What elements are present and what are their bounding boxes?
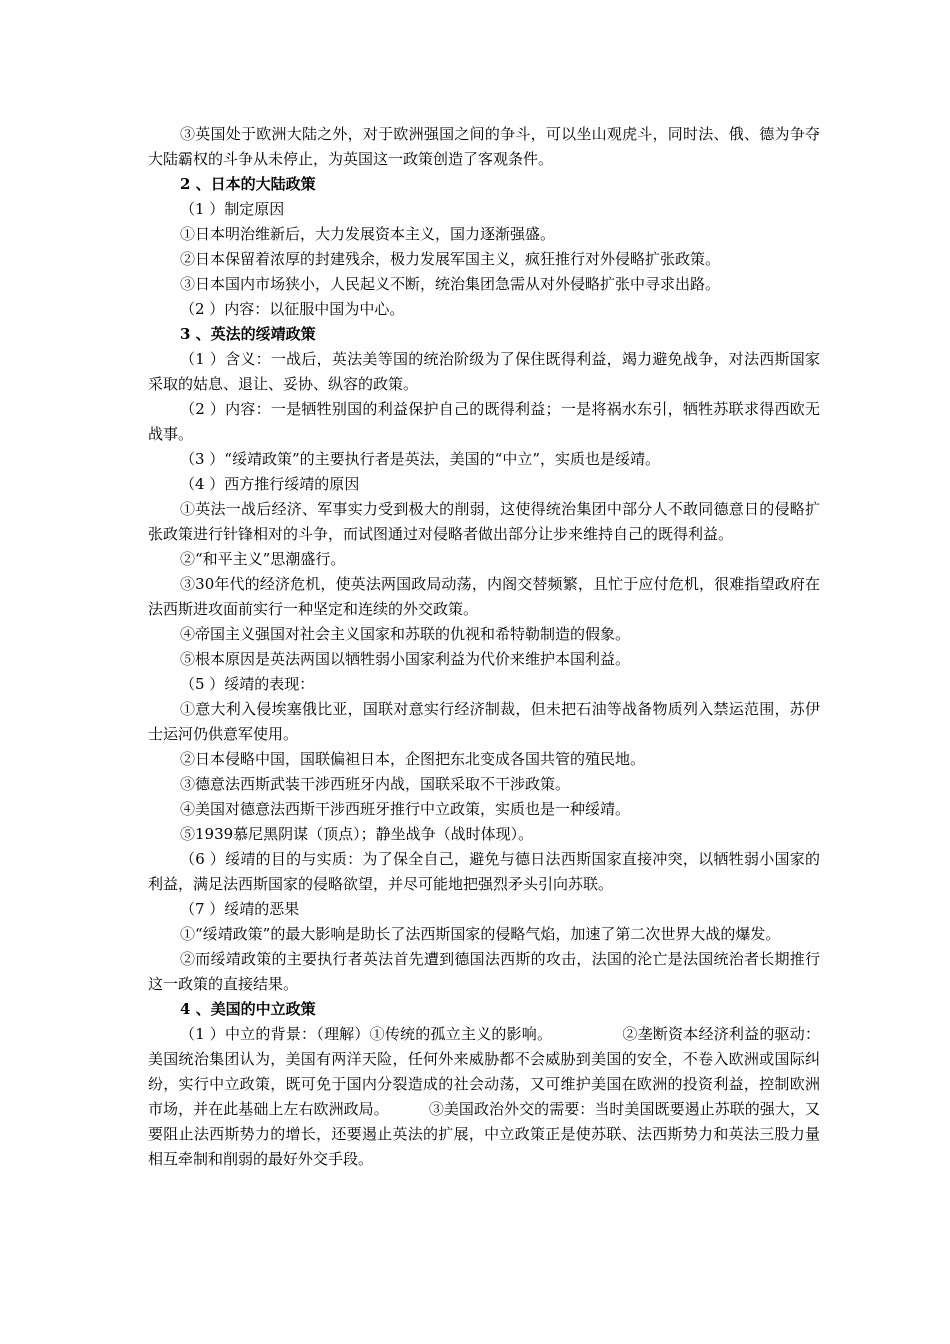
- paragraph: ③英国处于欧洲大陆之外，对于欧洲强国之间的争斗，可以坐山观虎斗，同时法、俄、德为争夺大陆霸权的斗争从未停止，为英国这一政策创造了客观条件。: [148, 125, 820, 168]
- paragraph-us-neutrality-background: [148, 1022, 820, 1172]
- paragraph: ②“和平主义”思潮盛行。: [180, 550, 346, 568]
- section-heading: 3 、英法的绥靖政策: [180, 325, 316, 343]
- paragraph: ②而绥靖政策的主要执行者英法首先遭到德国法西斯的攻击，法国的沦亡是法国统治者长期推行这一政策的直接结果。: [148, 950, 820, 993]
- paragraph: ③30年代的经济危机，使英法两国政局动荡，内阁交替频繁，且忙于应付危机，很难指望政府在法西斯进攻面前实行一种坚定和连续的外交政策。: [148, 575, 820, 618]
- paragraph: （1 ）制定原因: [180, 200, 285, 218]
- paragraph: （7 ）绥靖的恶果: [180, 900, 300, 918]
- paragraph: （2 ）内容：以征服中国为中心。: [180, 300, 405, 318]
- paragraph: ③日本国内市场狭小，人民起义不断，统治集团急需从对外侵略扩张中寻求出路。: [180, 275, 721, 293]
- paragraph-part: （1 ）中立的背景：（理解）①传统的孤立主义的影响。: [180, 1025, 553, 1043]
- paragraph: （4 ）西方推行绥靖的原因: [180, 475, 360, 493]
- paragraph: ②日本侵略中国，国联偏袒日本，企图把东北变成各国共管的殖民地。: [180, 750, 646, 768]
- document-page: [148, 122, 820, 1172]
- paragraph: （6 ）绥靖的目的与实质：为了保全自己，避免与德日法西斯国家直接冲突，以牺牲弱小国家的利益，满足法西斯国家的侵略欲望，并尽可能地把强烈矛头引向苏联。: [148, 850, 820, 893]
- paragraph: ①日本明治维新后，大力发展资本主义，国力逐渐强盛。: [180, 225, 556, 243]
- document-body: [148, 122, 820, 1022]
- paragraph: ①英法一战后经济、军事实力受到极大的削弱，这使得统治集团中部分人不敢同德意日的侵略扩张政策进行针锋相对的斗争，而试图通过对侵略者做出部分让步来维持自己的既得利益。: [148, 500, 820, 543]
- paragraph: ①“绥靖政策”的最大影响是助长了法西斯国家的侵略气焰，加速了第二次世界大战的爆发。: [180, 925, 781, 943]
- section-heading: 4 、美国的中立政策: [180, 1000, 316, 1018]
- paragraph: （1 ）含义：一战后，英法美等国的统治阶级为了保住既得利益，竭力避免战争，对法西斯国家采取的姑息、退让、妥协、纵容的政策。: [148, 350, 820, 393]
- paragraph: ①意大利入侵埃塞俄比亚，国联对意实行经济制裁，但未把石油等战备物质列入禁运范围，苏伊士运河仍供意军使用。: [148, 700, 820, 743]
- paragraph: ③德意法西斯武装干涉西班牙内战，国联采取不干涉政策。: [180, 775, 571, 793]
- paragraph: ④帝国主义强国对社会主义国家和苏联的仇视和希特勒制造的假象。: [180, 625, 631, 643]
- paragraph: ⑤1939慕尼黑阴谋（顶点）；静坐战争（战时体现）。: [180, 825, 534, 843]
- paragraph-part: ②垄断资本经济利益的驱动：美国统治集团认为，美国有两洋天险，任何外来威胁都不会威胁到美国的安全，不卷入欧洲或国际纠纷，实行中立政策，既可免于国内分裂造成的社会动荡，又可维护美国在欧洲的投资利益，控制欧洲市场，并在此基础上左右欧洲政局。: [148, 1025, 820, 1118]
- paragraph: （3 ）“绥靖政策”的主要执行者是英法，美国的“中立”，实质也是绥靖。: [180, 450, 660, 468]
- paragraph: ④美国对德意法西斯干涉西班牙推行中立政策，实质也是一种绥靖。: [180, 800, 631, 818]
- paragraph: ②日本保留着浓厚的封建残余，极力发展军国主义，疯狂推行对外侵略扩张政策。: [180, 250, 721, 268]
- section-heading: 2 、日本的大陆政策: [180, 175, 316, 193]
- paragraph-part: ③美国政治外交的需要：当时美国既要遏止苏联的强大，又要阻止法西斯势力的增长，还要遏止英法的扩展，中立政策正是使苏联、法西斯势力和英法三股力量相互牵制和削弱的最好外交手段。: [148, 1100, 820, 1168]
- paragraph: ⑤根本原因是英法两国以牺牲弱小国家利益为代价来维护本国利益。: [180, 650, 631, 668]
- paragraph: （2 ）内容：一是牺牲别国的利益保护自己的既得利益；一是将祸水东引，牺牲苏联求得西欧无战事。: [148, 400, 820, 443]
- paragraph: （5 ）绥靖的表现：: [180, 675, 315, 693]
